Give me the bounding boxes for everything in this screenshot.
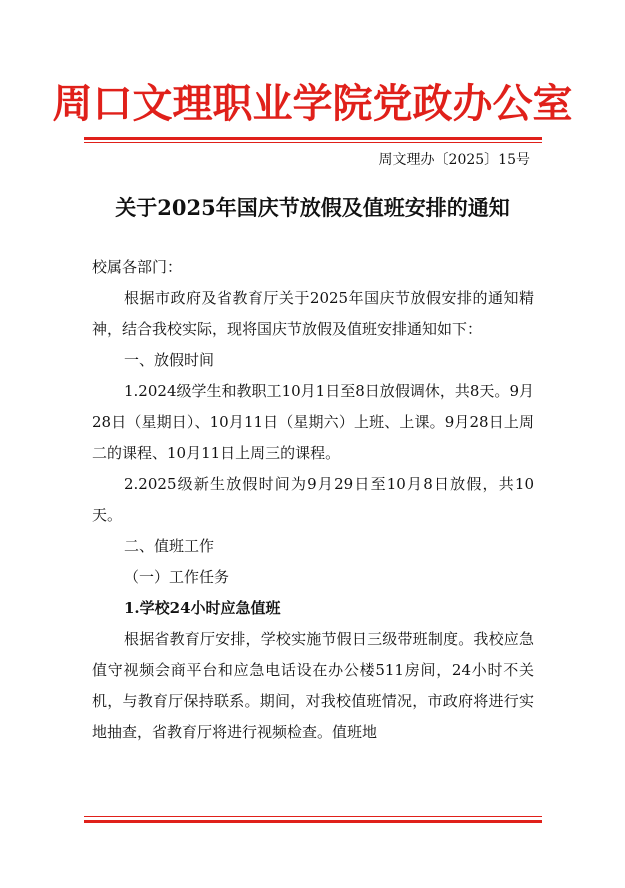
footer-red-rule-thick (84, 820, 542, 823)
holiday-item-2: 2.2025级新生放假时间为9月29日至10月8日放假，共10天。 (92, 475, 534, 524)
section-heading-duty-work: 二、值班工作 (124, 537, 215, 555)
document-number: 周文理办〔2025〕15号 (378, 152, 530, 168)
section-heading-holiday-time: 一、放假时间 (124, 351, 215, 369)
task-heading-24h-duty: 1.学校24小时应急值班 (124, 599, 281, 617)
notice-body (92, 252, 534, 748)
notice-title: 关于2025年国庆节放假及值班安排的通知 (115, 195, 510, 220)
header-red-rule-thick (84, 137, 542, 140)
header-red-rule-thin (84, 142, 542, 143)
holiday-item-1: 1.2024级学生和教职工10月1日至8日放假调休，共8天。9月28日（星期日）、10月11日（星期六）上班、上课。9月28日上周二的课程、10月11日上周三的课程。 (92, 382, 534, 462)
intro-paragraph: 根据市政府及省教育厅关于2025年国庆节放假安排的通知精神，结合我校实际，现将国庆节放假及值班安排通知如下： (92, 289, 534, 338)
duty-paragraph: 根据省教育厅安排，学校实施节假日三级带班制度。我校应急值守视频会商平台和应急电话设在办公楼511房间，24小时不关机，与教育厅保持联系。期间，对我校值班情况，市政府将进行实地抽查，省教育厅将进行视频检查。值班地 (92, 630, 534, 741)
footer-red-rule-thin (84, 816, 542, 817)
subsection-heading-tasks: （一）工作任务 (124, 568, 230, 586)
letterhead-title: 周口文理职业学院党政办公室 (52, 80, 573, 127)
addressee: 校属各部门： (92, 258, 183, 276)
